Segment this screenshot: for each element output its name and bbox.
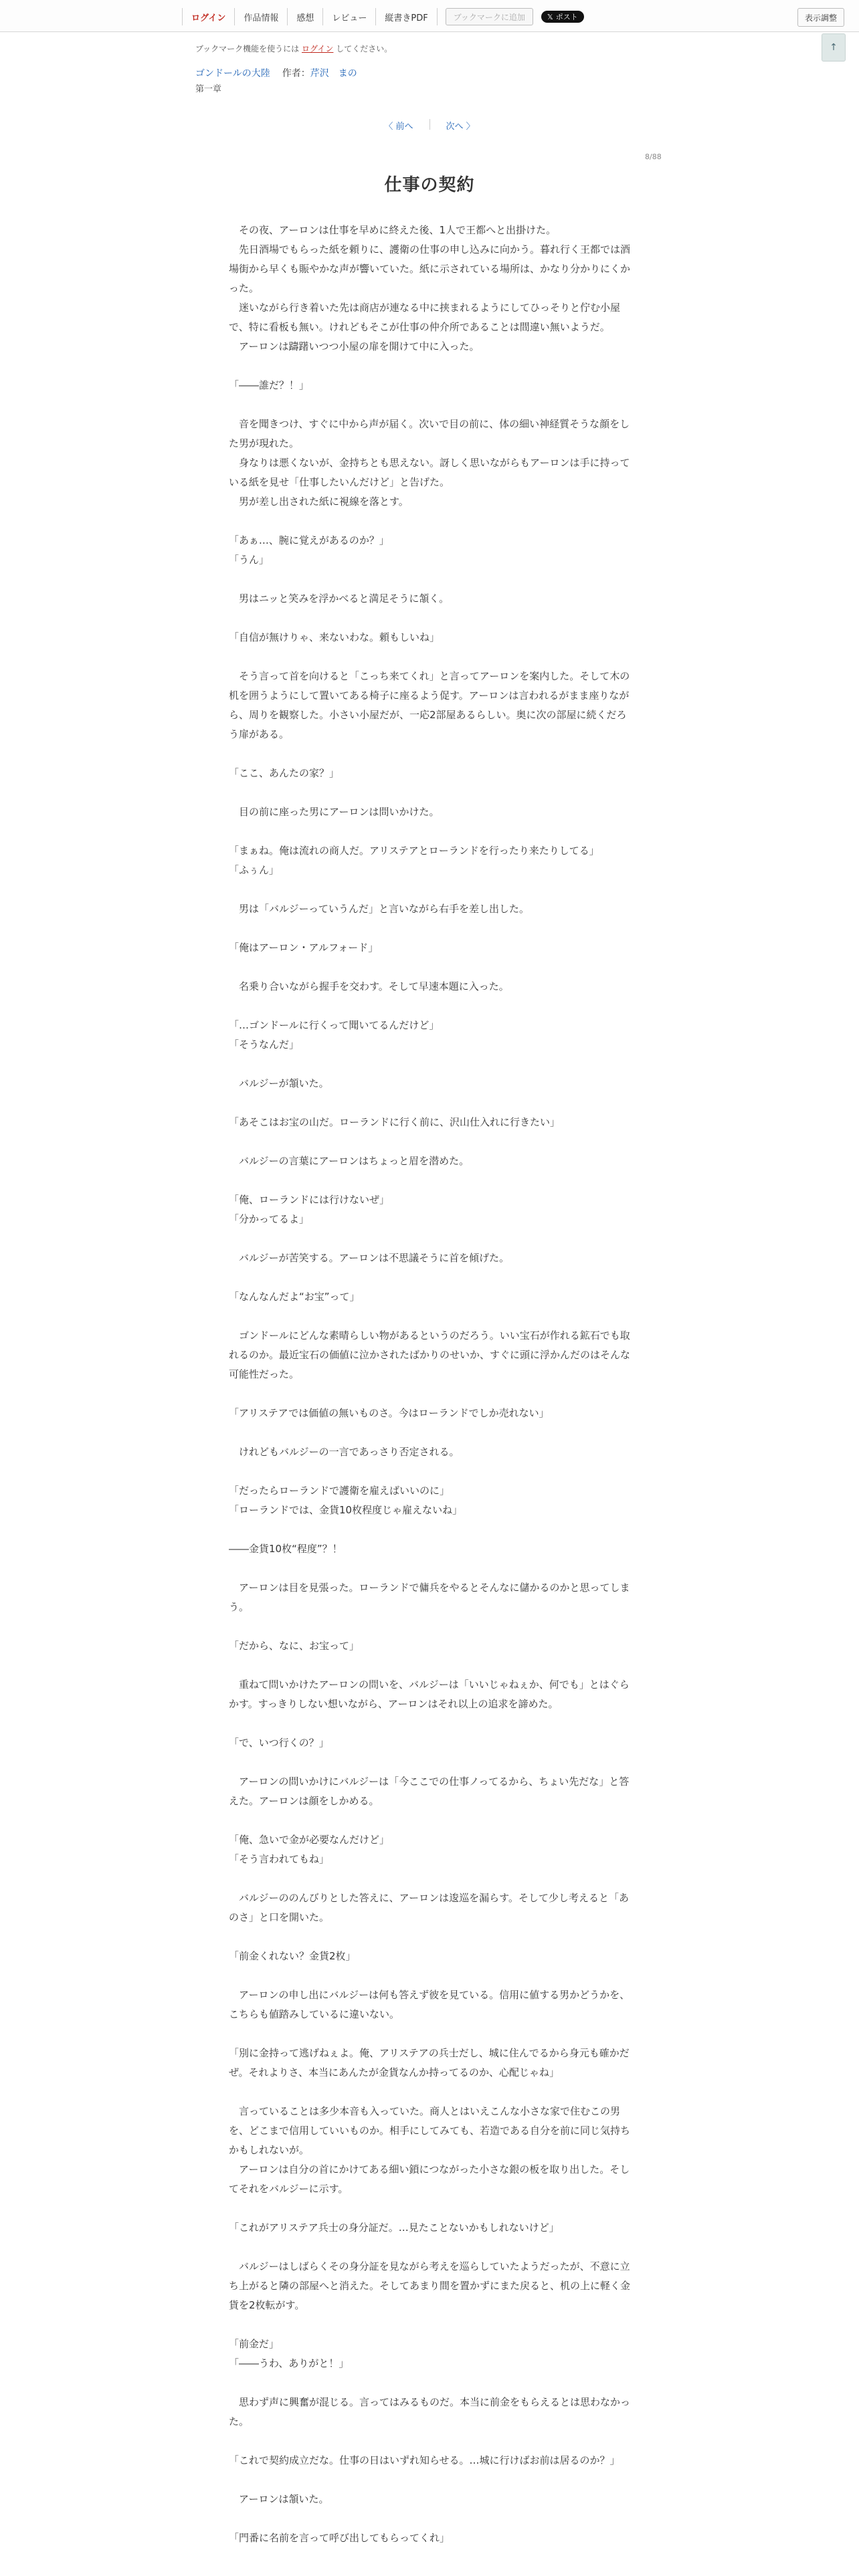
body-paragraph: 「俺はアーロン・アルフォード」: [229, 942, 379, 954]
blank-line: [229, 647, 630, 667]
blank-line: [229, 996, 630, 1016]
body-paragraph: 身なりは悪くないが、金持ちとも思えない。訝しく思いながらもアーロンは手に持っている紙を見せ「仕事したいんだけど」と告げた。: [229, 457, 630, 488]
blank-line: [229, 1093, 630, 1113]
body-paragraph: そう言って首を向けると「こっち来てくれ」と言ってアーロンを案内した。そして木の机を囲うようにして置いてある椅子に座るよう促す。アーロンは言われるがまま座りながら、周りを観察した。小さい小屋だが、一応2部屋あるらしい。奥に次の部屋に続くだろう扉がある。: [229, 670, 630, 740]
blank-line: [229, 1132, 630, 1152]
nav-impressions-link[interactable]: 感想: [288, 8, 323, 25]
blank-line: [229, 1055, 630, 1074]
x-post-button[interactable]: [541, 11, 584, 23]
body-paragraph: 「そう言われてもね」: [229, 1853, 330, 1865]
nav-login-link[interactable]: ログイン: [183, 8, 235, 25]
body-paragraph: 男は「バルジーっていうんだ」と言いながら右手を差し出した。: [229, 903, 530, 915]
body-paragraph: 「だったらローランドで護衛を雇えばいいのに」: [229, 1485, 450, 1497]
body-paragraph: 「だから、なに、お宝って」: [229, 1640, 360, 1652]
body-paragraph: けれどもバルジーの一言であっさり否定される。: [229, 1446, 460, 1458]
blank-line: [229, 2509, 630, 2529]
novel-body: [229, 221, 630, 2548]
body-paragraph: 「門番に名前を言って呼び出してもらってくれ」: [229, 2532, 450, 2544]
body-paragraph: 男はニッと笑みを浮かべると満足そうに頷く。: [229, 593, 450, 605]
body-paragraph: アーロンの問いかけにバルジーは「今ここでの仕事ノってるから、ちょい先だな」と答えた。アーロンは顔をしかめる。: [229, 1776, 630, 1807]
blank-line: [229, 1753, 630, 1772]
body-paragraph: 「ここ、あんたの家？」: [229, 767, 340, 779]
blank-line: [229, 570, 630, 589]
blank-line: [229, 356, 630, 376]
blank-line: [229, 2238, 630, 2257]
next-page-link[interactable]: 次へ 〉: [446, 122, 475, 132]
body-paragraph: 「…ゴンドールに行くって聞いてるんだけど」: [229, 1019, 440, 1031]
blank-line: [229, 2199, 630, 2218]
nav-review-link[interactable]: レビュー: [323, 8, 376, 25]
blank-line: [229, 783, 630, 802]
body-paragraph: アーロンは目を見張った。ローランドで傭兵をやるとそんなに儲かるのかと思ってしまう。: [229, 1582, 630, 1613]
nav-work-info-link[interactable]: 作品情報: [235, 8, 288, 25]
bookmark-notice-prefix: ブックマーク機能を使うには: [195, 44, 300, 53]
blank-line: [229, 1384, 630, 1404]
body-paragraph: 「うん」: [229, 554, 270, 566]
blank-line: [229, 1462, 630, 1481]
body-paragraph: 「――うわ、ありがと！」: [229, 2357, 349, 2369]
nav-vertical-pdf-link[interactable]: 縦書きPDF: [376, 8, 437, 25]
body-paragraph: 「あぁ…、腕に覚えがあるのか？」: [229, 534, 389, 546]
body-paragraph: 先日酒場でもらった紙を頼りに、護衛の仕事の申し込みに向かう。暮れ行く王都では酒場街から早くも賑やかな声が響いていた。紙に示されている場所は、かなり分かりにくかった。: [229, 243, 631, 294]
blank-line: [229, 1869, 630, 1889]
body-paragraph: アーロンは頷いた。: [229, 2493, 329, 2505]
notice-login-link[interactable]: ログイン: [302, 44, 334, 53]
bookmark-notice-suffix: してください。: [336, 44, 393, 53]
body-paragraph: 「ふぅん」: [229, 864, 280, 876]
body-paragraph: 目の前に座った男にアーロンは問いかけた。: [229, 806, 440, 818]
body-paragraph: バルジーの言葉にアーロンはちょっと眉を潜めた。: [229, 1155, 470, 1167]
body-paragraph: 「俺、ローランドには行けないぜ」: [229, 1194, 390, 1206]
x-post-label: ポスト: [555, 13, 578, 21]
bookmark-add-button[interactable]: ブックマークに追加: [446, 8, 533, 25]
body-paragraph: 男が差し出された紙に視線を落とす。: [229, 496, 409, 508]
blank-line: [229, 2315, 630, 2335]
blank-line: [229, 609, 630, 628]
body-paragraph: 「まぁね。俺は流れの商人だ。アリステアとローランドを行ったり来たりしてる」: [229, 845, 599, 857]
blank-line: [229, 2432, 630, 2451]
bookmark-notice: [195, 43, 392, 54]
blank-line: [229, 1423, 630, 1442]
body-paragraph: 「俺、急いで金が必要なんだけど」: [229, 1834, 390, 1846]
body-paragraph: その夜、アーロンは仕事を早めに終えた後、1人で王都へと出掛けた。: [229, 224, 557, 236]
body-paragraph: 「前金だ」: [229, 2338, 280, 2350]
page-count: 8/88: [645, 152, 662, 161]
work-title-link[interactable]: ゴンドールの大陸: [195, 68, 270, 79]
body-paragraph: 「アリステアでは価値の無いものさ。今はローランドでしか売れない」: [229, 1407, 549, 1419]
body-paragraph: 「分かってるよ」: [229, 1213, 310, 1225]
work-meta: [195, 66, 357, 80]
body-paragraph: 「前金くれない？金貨2枚」: [229, 1950, 356, 1962]
blank-line: [229, 744, 630, 764]
blank-line: [229, 2373, 630, 2393]
blank-line: [229, 1811, 630, 1830]
body-paragraph: 重ねて問いかけたアーロンの問いを、バルジーは「いいじゃねぇか、何でも」とはぐらかす。すっきりしない想いながら、アーロンはそれ以上の追求を諦めた。: [229, 1679, 630, 1710]
episode-title: 仕事の契約: [384, 175, 475, 195]
blank-line: [229, 395, 630, 415]
blank-line: [229, 2082, 630, 2102]
body-paragraph: バルジーはしばらくその身分証を見ながら考えを巡らしていたようだったが、不意に立ち上がると隣の部屋へと消えた。そしてあまり間を置かずにまた戻ると、机の上に軽く金貨を2枚転がす。: [229, 2260, 631, 2311]
body-paragraph: 「で、いつ行くの？」: [229, 1737, 329, 1749]
body-paragraph: 名乗り合いながら握手を交わす。そして早速本題に入った。: [229, 980, 509, 992]
blank-line: [229, 2470, 630, 2490]
blank-line: [229, 1268, 630, 1287]
author-link[interactable]: 芹沢 まの: [310, 68, 357, 79]
blank-line: [229, 1559, 630, 1578]
body-paragraph: ゴンドールにどんな素晴らしい物があるというのだろう。いい宝石が作れる鉱石でも取れるのか。最近宝石の価値に泣かされたばかりのせいか、すぐに頭に浮かんだのはそんな可能性だった。: [229, 1329, 631, 1380]
blank-line: [229, 1307, 630, 1326]
blank-line: [229, 1714, 630, 1733]
chapter-label: 第一章: [195, 84, 222, 94]
body-paragraph: 思わず声に興奮が混じる。言ってはみるものだ。本当に前金をもらえるとは思わなかった。: [229, 2396, 631, 2428]
blank-line: [229, 512, 630, 531]
blank-line: [229, 919, 630, 938]
top-bar: [0, 0, 859, 32]
blank-line: [229, 1617, 630, 1636]
display-settings-button[interactable]: 表示調整: [797, 8, 844, 27]
body-paragraph: バルジーののんびりとした答えに、アーロンは逡巡を漏らす。そして少し考えると「あのさ」と口を開いた。: [229, 1892, 629, 1923]
blank-line: [229, 1171, 630, 1190]
body-paragraph: 迷いながら行き着いた先は商店が連なる中に挟まれるようにしてひっそりと佇む小屋で、特に看板も無い。けれどもそこが仕事の仲介所であることは間違い無いようだ。: [229, 302, 621, 333]
author-info: [282, 66, 357, 80]
body-paragraph: バルジーが頷いた。: [229, 1077, 329, 1089]
body-paragraph: 「ローランドでは、金貨10枚程度じゃ雇えないね」: [229, 1504, 463, 1516]
body-paragraph: アーロンの申し出にバルジーは何も答えず彼を見ている。信用に値する男かどうかを、こちらも値踏みしているに違いない。: [229, 1989, 630, 2020]
blank-line: [229, 958, 630, 977]
body-paragraph: ――金貨10枚“程度”？！: [229, 1543, 343, 1555]
body-paragraph: アーロンは躊躇いつつ小屋の扉を開けて中に入った。: [229, 340, 480, 352]
body-paragraph: 「あそこはお宝の山だ。ローランドに行く前に、沢山仕入れに行きたい」: [229, 1116, 561, 1128]
body-paragraph: アーロンは自分の首にかけてある細い鎖につながった小さな銀の板を取り出した。そしてそれをバルジーに示す。: [229, 2163, 630, 2195]
blank-line: [229, 1656, 630, 1675]
body-paragraph: 「これで契約成立だな。仕事の日はいずれ知らせる。…城に行けばお前は居るのか？」: [229, 2454, 620, 2466]
scroll-top-button[interactable]: [822, 33, 846, 62]
body-paragraph: バルジーが苦笑する。アーロンは不思議そうに首を傾げた。: [229, 1252, 510, 1264]
body-paragraph: 「なんなんだよ“お宝”って」: [229, 1291, 360, 1303]
blank-line: [229, 1520, 630, 1539]
prev-page-link[interactable]: 〈 前へ: [384, 122, 413, 132]
body-paragraph: 「そうなんだ」: [229, 1039, 300, 1051]
body-paragraph: 「別に金持って逃げねぇよ。俺、アリステアの兵士だし、城に住んでるから身元も確かだぜ。それよりさ、本当にあんたが金貨なんか持ってるのか、心配じゃね」: [229, 2047, 630, 2078]
body-paragraph: 「――誰だ？！」: [229, 379, 310, 391]
blank-line: [229, 822, 630, 841]
pager-top: [0, 119, 859, 132]
header-nav: [182, 8, 584, 25]
blank-line: [229, 2024, 630, 2044]
arrow-up-icon: ↑: [830, 42, 838, 53]
blank-line: [229, 1229, 630, 1249]
blank-line: [229, 1927, 630, 1947]
blank-line: [229, 880, 630, 899]
body-paragraph: 「これがアリステア兵士の身分証だ。…見たことないかもしれないけど」: [229, 2222, 559, 2234]
x-logo-icon: 𝕏: [547, 12, 553, 21]
author-label: 作者：: [282, 68, 310, 79]
body-paragraph: 音を聞きつけ、すぐに中から声が届く。次いで目の前に、体の細い神経質そうな顔をした男が現れた。: [229, 418, 630, 449]
body-paragraph: 「自信が無けりゃ、来ないわな。頼もしいね」: [229, 631, 440, 643]
body-paragraph: 言っていることは多少本音も入っていた。商人とはいえこんな小さな家で住むこの男を、どこまで信用していいものか。相手にしてみても、若造である自分を前に同じ気持ちかもしれないが。: [229, 2105, 631, 2156]
blank-line: [229, 1966, 630, 1985]
